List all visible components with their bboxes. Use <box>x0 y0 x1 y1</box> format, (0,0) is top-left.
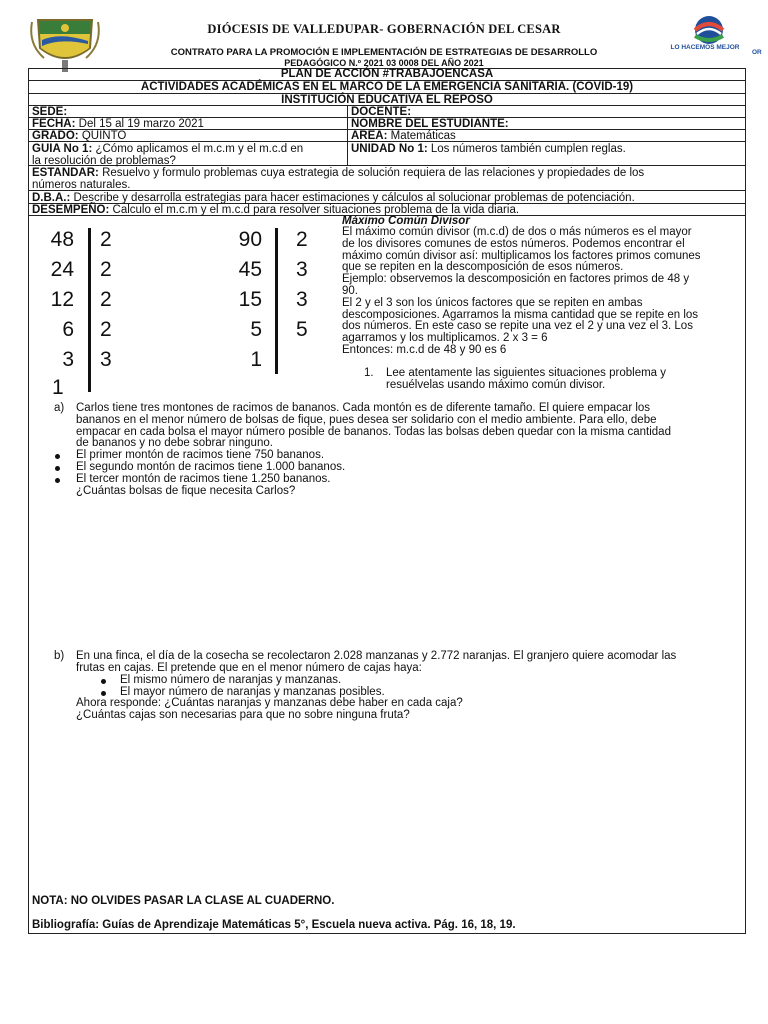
problem-a-line: de bananos y no debe sobrar ninguno. <box>76 437 273 450</box>
decomp-number: 45 <box>238 258 262 281</box>
bullet-icon <box>55 454 60 459</box>
problem-a-line: bananos en el menor número de bolsas de fique, pues desea ser solidario con el medio ambiente. Para ello, debe <box>76 413 657 426</box>
decomp-number: 1 <box>250 348 262 371</box>
bullet-icon <box>55 478 60 483</box>
problem-b-line: frutas en cajas. El pretende que en el menor número de cajas haya: <box>76 661 422 674</box>
bullet-icon <box>55 466 60 471</box>
problem-b-label: b) <box>54 650 65 662</box>
problem-a-text <box>76 403 744 497</box>
decomp-number: 90 <box>238 228 262 251</box>
problem-b-questions <box>76 698 744 722</box>
nota-text: NOTA: NO OLVIDES PASAR LA CLASE AL CUADERNO. <box>32 895 335 907</box>
estandar-field <box>32 167 744 191</box>
decomp-number: 5 <box>250 318 262 341</box>
decomp-90-numbers <box>222 225 262 375</box>
unidad-value: Los números también cumplen reglas. <box>427 143 626 155</box>
instruction-text <box>386 368 726 392</box>
dba-value: Describe y desarrolla estrategias para hacer estimaciones y cálculos al solucionar problemas de potenciación. <box>70 192 635 204</box>
bullet-icon <box>101 679 106 684</box>
header-contract-number: PEDAGÓGICO N.º 2021 03 0008 DEL AÑO 2021 <box>284 58 484 68</box>
mcd-line: de los divisores comunes de estos números. Podemos encontrar el <box>342 237 685 250</box>
decomp-factor: 3 <box>100 348 112 371</box>
decomp-factor: 2 <box>100 318 112 341</box>
problem-b-question: ¿Cuántas cajas son necesarias para que no sobre ninguna fruta? <box>76 708 410 721</box>
bullet-icon <box>101 691 106 696</box>
grado-field <box>32 130 126 142</box>
desempeno-label: DESEMPEÑO: <box>32 204 110 216</box>
area-field <box>351 130 456 142</box>
sede-label: SEDE: <box>32 106 68 118</box>
decomp-number: 48 <box>50 228 74 251</box>
instruction-line: Lee atentamente las siguientes situaciones problema y <box>386 367 667 379</box>
problem-a-line: Carlos tiene tres montones de racimos de bananos. Cada montón es de diferente tamaño. El quiere empacar los <box>76 402 651 414</box>
guia-value-1: ¿Cómo aplicamos el m.c.m y el m.c.d en <box>92 143 304 155</box>
bibliografia-text: Bibliografía: Guías de Aprendizaje Matemáticas 5°, Escuela nueva activa. Pág. 16, 18, 19. <box>32 919 516 931</box>
problem-b-text <box>76 651 744 675</box>
mcd-line: que se repiten en la descomposición de esos números. <box>342 261 624 274</box>
desempeno-value: Calculo el m.c.m y el m.c.d para resolver situaciones problema de la vida diaria. <box>109 204 520 216</box>
decomp-90-factors <box>296 225 320 345</box>
decomp-number: 3 <box>62 348 74 371</box>
problem-b-bullet: El mayor número de naranjas y manzanas posibles. <box>120 685 385 698</box>
fecha-field <box>32 118 204 130</box>
area-label: AREA: <box>351 130 388 142</box>
problem-a-bullet: El primer montón de racimos tiene 750 bananos. <box>76 449 325 462</box>
mcd-title: Máximo Común Divisor <box>342 215 470 227</box>
decomp-48-bar <box>88 228 91 392</box>
decomp-factor: 2 <box>296 228 308 251</box>
dba-label: D.B.A.: <box>32 192 71 204</box>
decomp-factor: 2 <box>100 258 112 281</box>
mcd-line: Ejemplo: observemos la descomposición en factores primos de 48 y <box>342 273 690 286</box>
dba-field <box>32 192 635 204</box>
instruction-line: resuélvelas usando máximo común divisor. <box>386 378 606 391</box>
decomp-factor: 2 <box>100 288 112 311</box>
unidad-label: UNIDAD No 1: <box>351 143 428 155</box>
problem-a-bullet: El tercer montón de racimos tiene 1.250 bananos. <box>76 472 331 485</box>
decomp-number: 12 <box>50 288 74 311</box>
problem-a-question: ¿Cuántas bolsas de fique necesita Carlos? <box>76 484 296 497</box>
nombre-estudiante-label: NOMBRE DEL ESTUDIANTE: <box>351 118 509 130</box>
problem-b-bullet: El mismo número de naranjas y manzanas. <box>120 674 342 686</box>
plan-title: PLAN DE ACCIÓN #TRABAJOENCASA <box>28 68 746 81</box>
mcd-line: descomposiciones. Agarramos la misma cantidad que se repite en los <box>342 308 699 321</box>
decomp-48-factors <box>100 225 124 375</box>
problem-a-label: a) <box>54 402 65 414</box>
decomp-number: 24 <box>50 258 74 281</box>
mcd-line: Entonces: m.c.d de 48 y 90 es 6 <box>342 343 507 356</box>
problem-a-bullet: El segundo montón de racimos tiene 1.000 bananos. <box>76 460 346 473</box>
mcd-line: 90. <box>342 284 358 297</box>
decomp-number: 1 <box>52 376 64 399</box>
decomp-factor: 3 <box>296 288 308 311</box>
mcd-explanation <box>342 227 742 357</box>
estandar-label: ESTANDAR: <box>32 167 99 179</box>
gobernacion-edge-text: OR <box>752 49 762 56</box>
fecha-label: FECHA: <box>32 118 76 130</box>
guia-field <box>32 143 344 167</box>
guia-label: GUIA No 1: <box>32 143 93 155</box>
plan-subtitle: ACTIVIDADES ACADÉMICAS EN EL MARCO DE LA EMERGENCIA SANITARIA. (COVID-19) <box>28 81 746 94</box>
estandar-value-1: Resuelvo y formulo problemas cuya estrategia de solución requiera de las relaciones y propiedades de los <box>98 167 645 179</box>
unidad-field <box>351 143 626 155</box>
problem-a-line: empacar en cada bolsa el mayor número posible de bananos. Todas las bolsas deben quedar con la misma cantidad <box>76 425 671 438</box>
mcd-line: agarramos y los multiplicamos. 2 x 3 = 6 <box>342 332 548 345</box>
decomp-factor: 3 <box>296 258 308 281</box>
grid-divider <box>347 106 348 166</box>
mcd-line: máximo común divisor así: multiplicamos los factores primos comunes <box>342 249 701 262</box>
problem-b-line: En una finca, el día de la cosecha se recolectaron 2.028 manzanas y 2.772 naranjas. El granjero quiere acomodar las <box>76 650 677 662</box>
mcd-line: El máximo común divisor (m.c.d) de dos o más números es el mayor <box>342 226 692 238</box>
decomp-factor: 2 <box>100 228 112 251</box>
estandar-value-2: números naturales. <box>32 179 131 191</box>
decomp-number: 6 <box>62 318 74 341</box>
docente-label: DOCENTE: <box>351 106 412 118</box>
fecha-value: Del 15 al 19 marzo 2021 <box>75 118 204 130</box>
header-contract-title: CONTRATO PARA LA PROMOCIÓN E IMPLEMENTACIÓN DE ESTRATEGIAS DE DESARROLLO <box>170 47 598 58</box>
decomp-48-numbers <box>40 225 74 375</box>
decomp-90-bar <box>275 228 278 374</box>
grado-label: GRADO: <box>32 130 79 142</box>
mcd-line: dos números. En este caso se repite una vez el 2 y una vez el 3. Los <box>342 320 693 333</box>
problem-b-bullets <box>120 675 720 699</box>
decomp-number: 15 <box>238 288 262 311</box>
area-value: Matemáticas <box>387 130 456 142</box>
grado-value: QUINTO <box>78 130 127 142</box>
school-name: INSTITUCIÓN EDUCATIVA EL REPOSO <box>28 94 746 106</box>
gobernacion-slogan: LO HACEMOS MEJOR <box>670 44 740 51</box>
header-diocese-title: DIÓCESIS DE VALLEDUPAR- GOBERNACIÓN DEL CESAR <box>207 22 561 36</box>
decomp-factor: 5 <box>296 318 308 341</box>
guia-value-2: la resolución de problemas? <box>32 155 176 167</box>
problem-b-question: Ahora responde: ¿Cuántas naranjas y manzanas debe haber en cada caja? <box>76 697 463 709</box>
mcd-line: El 2 y el 3 son los únicos factores que se repiten en ambas <box>342 296 643 309</box>
instruction-number: 1. <box>364 367 374 379</box>
